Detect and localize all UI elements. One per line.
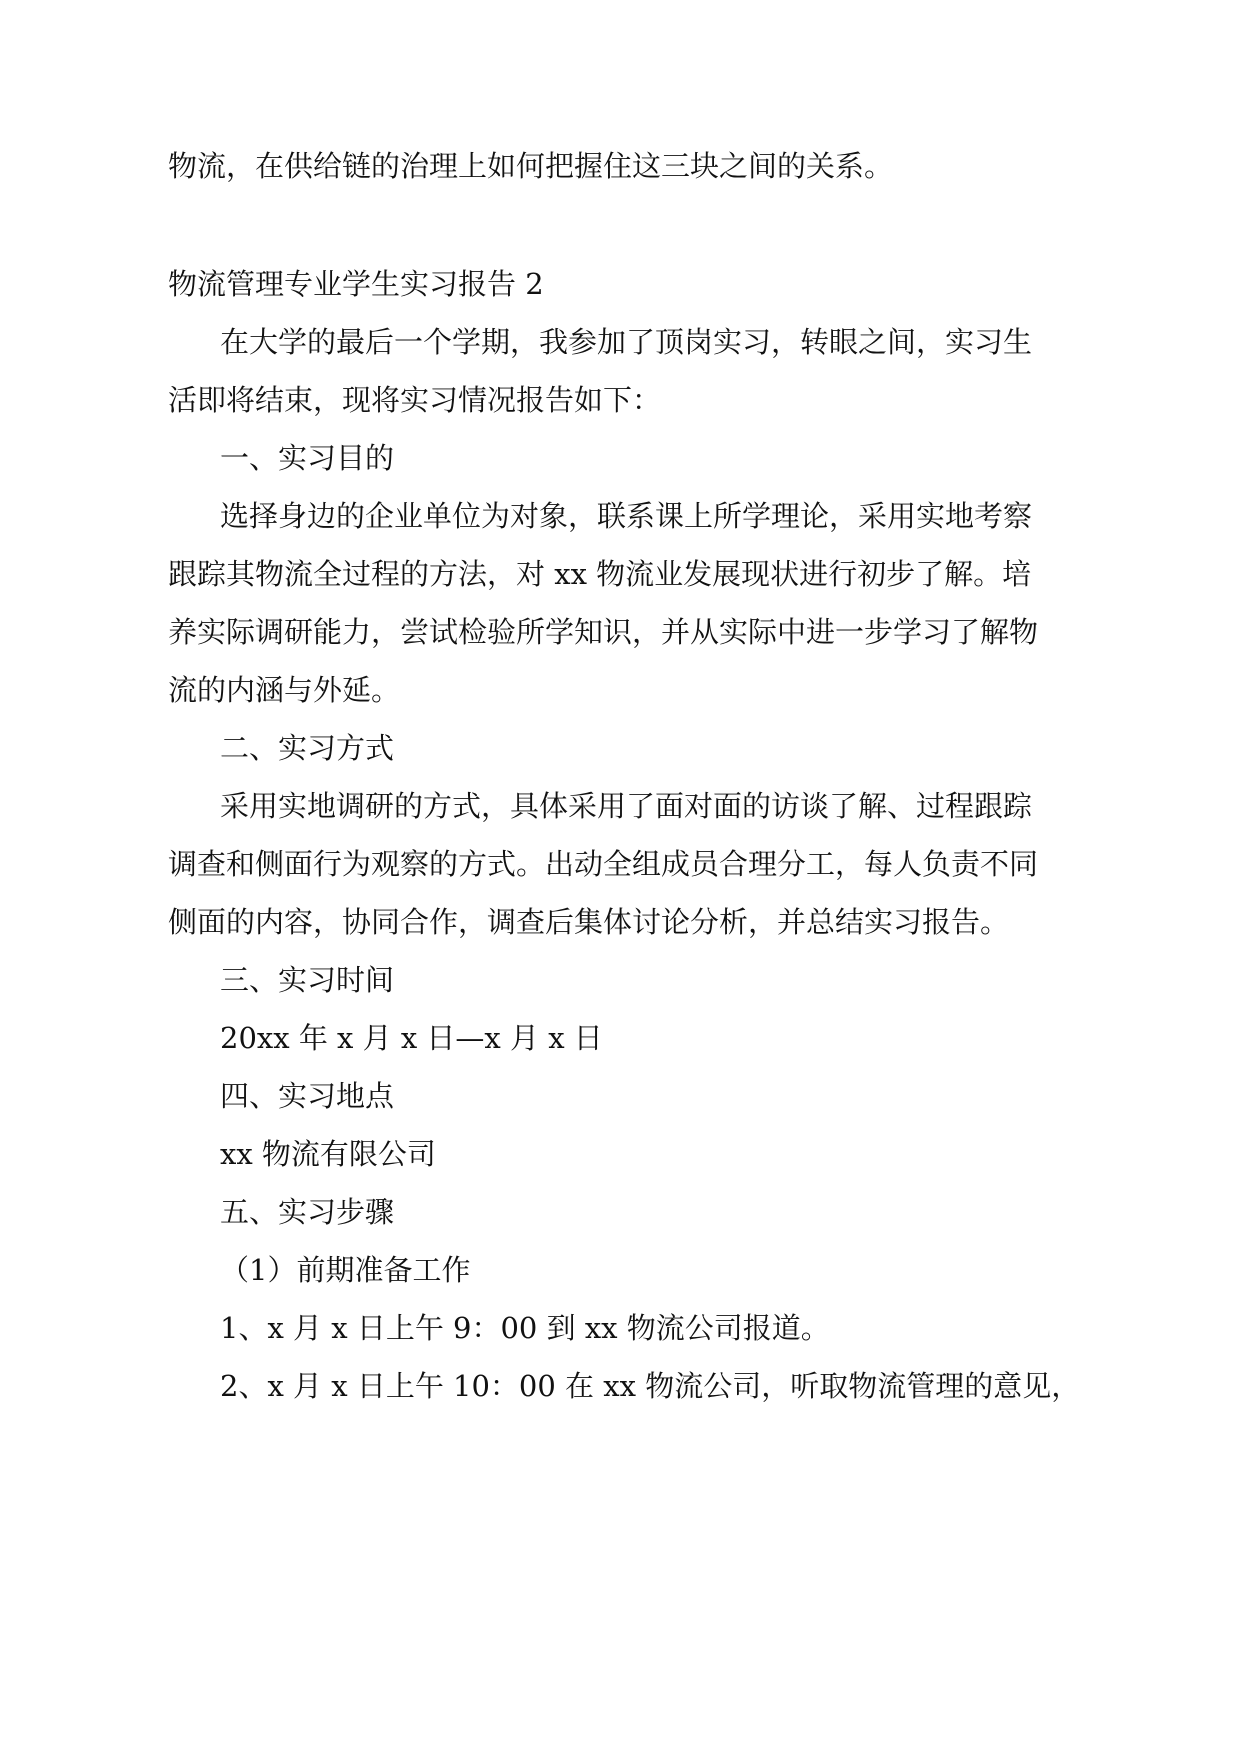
method-line-1: 采用实地调研的方式，具体采用了面对面的访谈了解、过程跟踪 (220, 789, 1033, 823)
method-line-2: 调查和侧面行为观察的方式。出动全组成员合理分工，每人负责不同 (168, 847, 1039, 881)
continuation-line: 物流，在供给链的治理上如何把握住这三块之间的关系。 (168, 149, 894, 183)
method-line-3: 侧面的内容，协同合作，调查后集体讨论分析，并总结实习报告。 (168, 905, 1010, 939)
section-title: 物流管理专业学生实习报告 2 (168, 267, 544, 301)
purpose-line-1: 选择身边的企业单位为对象，联系课上所学理论，采用实地考察 (220, 499, 1033, 533)
heading-time: 三、实习时间 (220, 963, 395, 997)
purpose-line-3: 养实际调研能力，尝试检验所学知识，并从实际中进一步学习了解物 (168, 615, 1039, 649)
heading-purpose: 一、实习目的 (220, 441, 395, 475)
step-line-1: 1、x 月 x 日上午 9：00 到 xx 物流公司报道。 (220, 1311, 830, 1345)
place-value: xx 物流有限公司 (220, 1137, 436, 1171)
heading-place: 四、实习地点 (220, 1079, 395, 1113)
intro-line-1: 在大学的最后一个学期，我参加了顶岗实习，转眼之间，实习生 (220, 325, 1033, 359)
purpose-line-4: 流的内涵与外延。 (168, 673, 401, 707)
step-line-2: 2、x 月 x 日上午 10：00 在 xx 物流公司，听取物流管理的意见， (220, 1369, 1081, 1403)
time-value: 20xx 年 x 月 x 日—x 月 x 日 (220, 1021, 603, 1055)
heading-method: 二、实习方式 (220, 731, 395, 765)
purpose-line-2: 跟踪其物流全过程的方法，对 xx 物流业发展现状进行初步了解。培 (168, 557, 1032, 591)
heading-steps: 五、实习步骤 (220, 1195, 395, 1229)
sub-heading-preparation: （1）前期准备工作 (220, 1253, 471, 1287)
intro-line-2: 活即将结束，现将实习情况报告如下： (168, 383, 662, 417)
